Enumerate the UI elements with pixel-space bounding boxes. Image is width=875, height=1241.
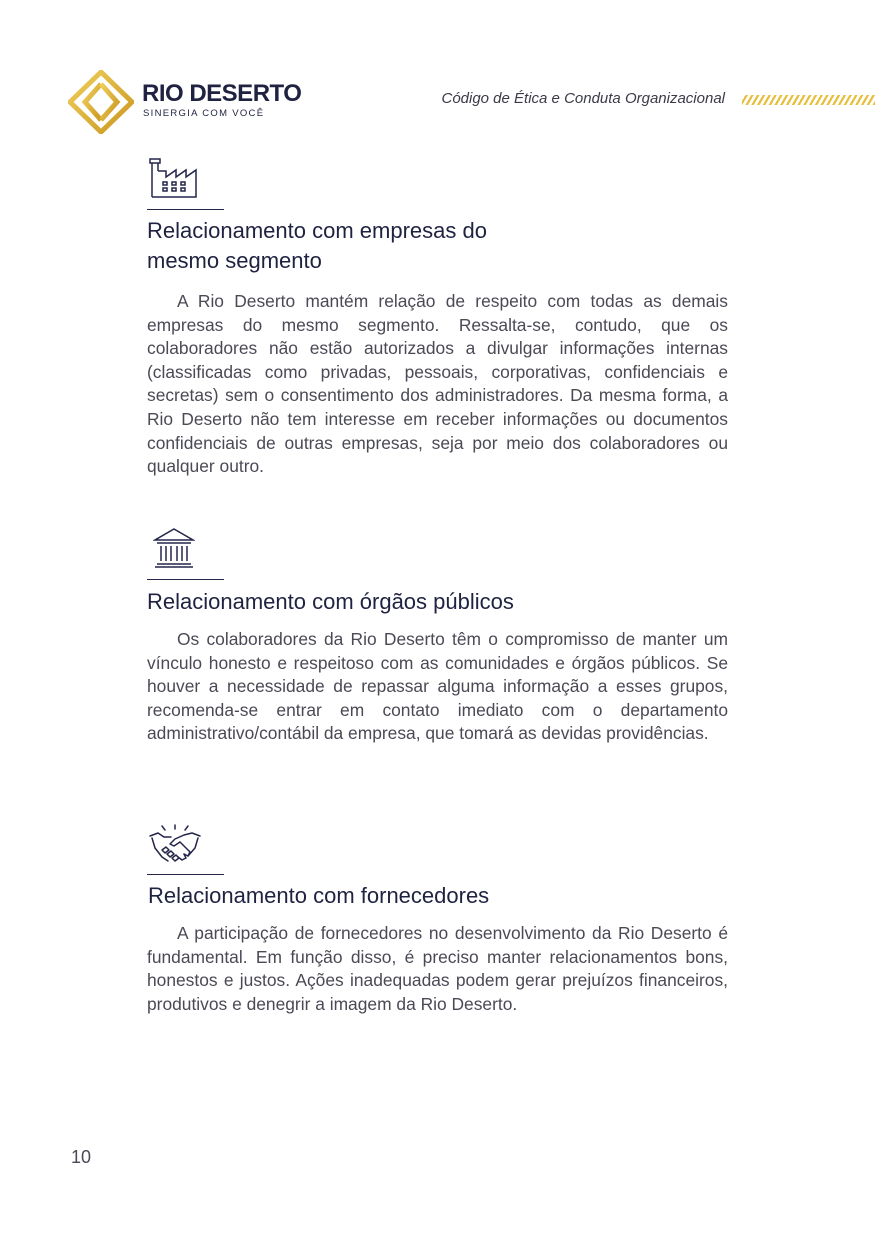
section-title-line: mesmo segmento — [147, 248, 322, 273]
section-title-empresas — [147, 216, 737, 276]
factory-icon — [148, 157, 200, 204]
page-number: 10 — [71, 1147, 92, 1167]
section-title-orgaos: Relacionamento com órgãos públicos — [147, 589, 514, 614]
section-title-fornecedores: Relacionamento com fornecedores — [148, 883, 490, 908]
section-divider — [147, 579, 224, 580]
brand-tagline: SINERGIA COM VOCÊ — [143, 108, 265, 119]
section-divider — [147, 874, 224, 875]
section-paragraph-fornecedores: A participação de fornecedores no desenvolvimento da Rio Deserto é fundamental. Em função disso, é preciso manter relacionamentos bons, honestos e justos. Ações inadequadas podem gerar prejuízos financeiros, produtivos e denegrir a imagem da Rio Deserto. — [147, 923, 728, 1014]
brand-name: RIO DESERTO — [142, 80, 302, 107]
government-building-icon — [153, 527, 195, 574]
decorative-stripes — [742, 95, 875, 105]
document-title: Código de Ética e Conduta Organizacional — [441, 90, 725, 107]
section-title-line: Relacionamento com empresas do — [147, 218, 487, 243]
section-paragraph-orgaos: Os colaboradores da Rio Deserto têm o compromisso de manter um vínculo honesto e respeitoso com as comunidades e órgãos públicos. Se houver a necessidade de repassar alguma informação a esses grupos, recomenda-se entrar em contato imediato com o departamento administrativo/contábil da empresa, que tomará as devidas providências. — [147, 629, 728, 744]
section-divider — [147, 209, 224, 210]
rio-deserto-emblem-icon — [68, 70, 134, 134]
handshake-icon — [148, 824, 202, 869]
section-paragraph-empresas: A Rio Deserto mantém relação de respeito com todas as demais empresas do mesmo segmento. Ressalta-se, contudo, que os colaboradores não estão autorizados a divulgar informações internas (classificadas como privadas, pessoais, corporativas, confidenciais e secretas) sem o consentimento dos administradores. Da mesma forma, a Rio Deserto não tem interesse em receber informações ou documentos confidenciais de outras empresas, seja por meio dos colaboradores ou qualquer outro. — [147, 291, 728, 477]
company-logo — [68, 70, 302, 134]
